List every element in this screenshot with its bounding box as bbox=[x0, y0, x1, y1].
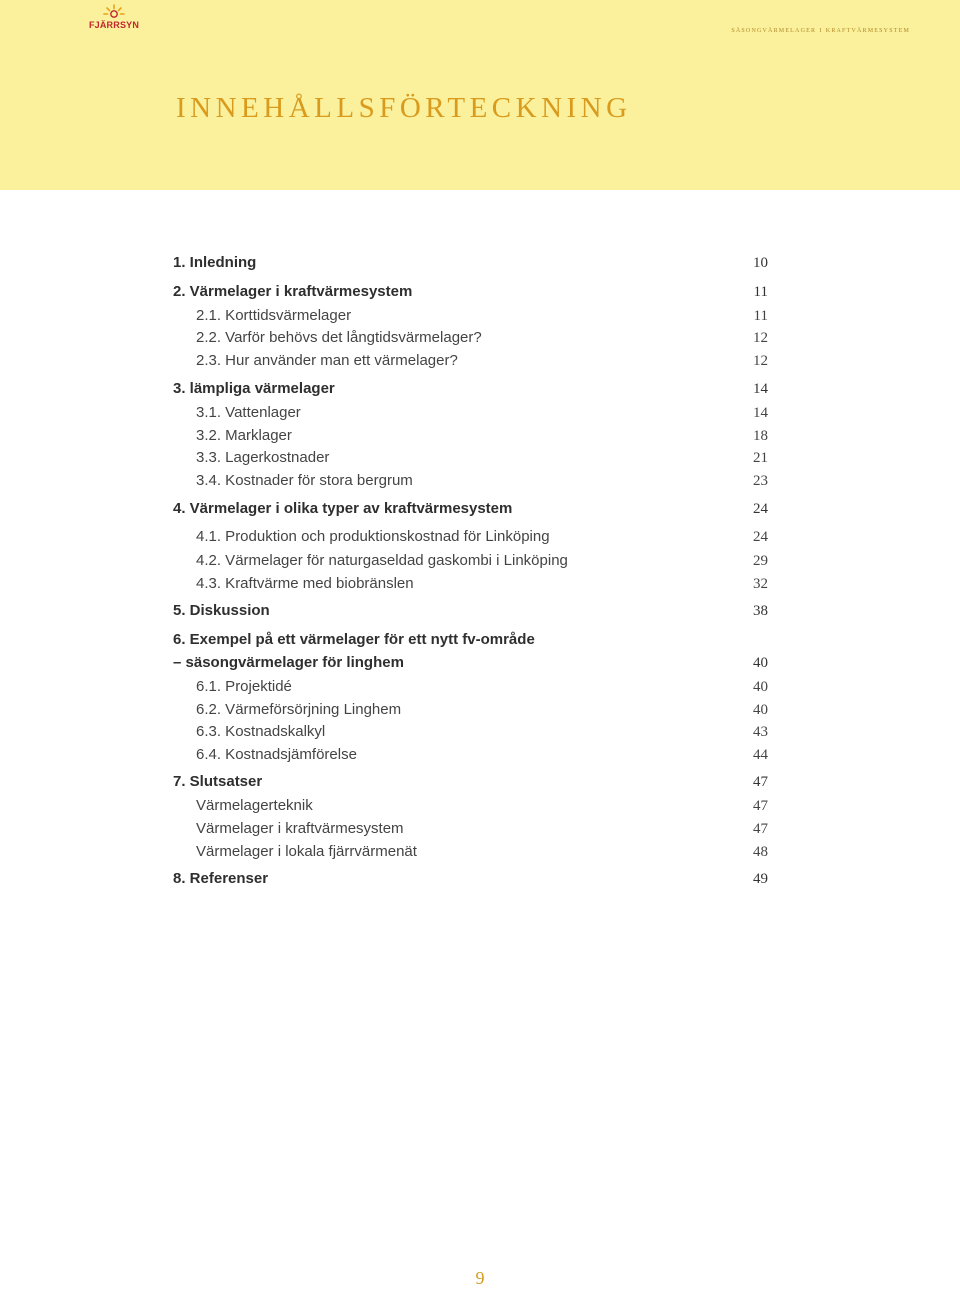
toc-entry[interactable] bbox=[0, 842, 960, 864]
toc-entry[interactable] bbox=[0, 471, 960, 493]
toc-entry[interactable] bbox=[0, 630, 960, 652]
toc-entry-label: Värmelager i lokala fjärrvärmenät bbox=[196, 843, 417, 860]
toc-entry-label: 1. Inledning bbox=[173, 254, 257, 271]
toc-entry-label: 3.3. Lagerkostnader bbox=[196, 449, 330, 466]
running-head: säsongvärmelager i kraftvärmesystem bbox=[731, 25, 910, 34]
toc-entry-label: 3.2. Marklager bbox=[196, 427, 292, 444]
toc-entry[interactable] bbox=[0, 819, 960, 841]
toc-entry-page: 49 bbox=[753, 871, 768, 887]
page-title: INNEHÅLLSFÖRTECKNING bbox=[176, 92, 632, 124]
toc-entry-label: 2.2. Varför behövs det långtidsvärmelager? bbox=[196, 329, 482, 346]
toc-entry[interactable] bbox=[0, 601, 960, 623]
toc-entry-page: 14 bbox=[753, 381, 768, 397]
toc-entry[interactable] bbox=[0, 653, 960, 675]
toc-entry-label: 6. Exempel på ett värmelager för ett nytt fv-område bbox=[173, 631, 535, 648]
toc-entry[interactable] bbox=[0, 282, 960, 304]
toc-entry-label: 8. Referenser bbox=[173, 870, 269, 887]
toc-entry[interactable] bbox=[0, 527, 960, 549]
toc-entry-page: 29 bbox=[753, 553, 768, 569]
toc-entry-label: 6.4. Kostnadsjämförelse bbox=[196, 746, 357, 763]
toc-entry-page: 12 bbox=[753, 330, 768, 346]
toc-entry[interactable] bbox=[0, 499, 960, 521]
toc-entry-page: 23 bbox=[753, 473, 768, 489]
toc-entry-page: 47 bbox=[753, 798, 768, 814]
toc-entry-page: 38 bbox=[753, 603, 768, 619]
toc-entry-label: 6.1. Projektidé bbox=[196, 678, 292, 695]
toc-entry-page: 47 bbox=[753, 774, 768, 790]
toc-entry-page: 11 bbox=[753, 284, 768, 300]
toc-entry-label: – säsongvärmelager för linghem bbox=[173, 654, 404, 671]
toc-entry[interactable] bbox=[0, 253, 960, 275]
toc-entry-label: 4.1. Produktion och produktionskostnad för Linköping bbox=[196, 528, 550, 545]
toc-entry-page: 48 bbox=[753, 844, 768, 860]
toc-entry-page: 40 bbox=[753, 655, 768, 671]
toc-entry-label: 7. Slutsatser bbox=[173, 773, 263, 790]
toc-entry[interactable] bbox=[0, 328, 960, 350]
toc-entry-page: 47 bbox=[753, 821, 768, 837]
toc-entry-label: 2.3. Hur använder man ett värmelager? bbox=[196, 352, 458, 369]
toc-entry-page: 14 bbox=[753, 405, 768, 421]
toc-entry-label: 4.2. Värmelager för naturgaseldad gaskombi i Linköping bbox=[196, 552, 568, 569]
toc-entry[interactable] bbox=[0, 351, 960, 373]
toc-entry[interactable] bbox=[0, 448, 960, 470]
toc-entry[interactable] bbox=[0, 426, 960, 448]
toc-entry-label: Värmelager i kraftvärmesystem bbox=[196, 820, 404, 837]
toc-entry-page: 24 bbox=[753, 501, 768, 517]
toc-entry[interactable] bbox=[0, 772, 960, 794]
toc-entry[interactable] bbox=[0, 700, 960, 722]
toc-entry[interactable] bbox=[0, 677, 960, 699]
toc-entry-page: 40 bbox=[753, 679, 768, 695]
toc-entry-label: 3.4. Kostnader för stora bergrum bbox=[196, 472, 413, 489]
toc-entry-label: 4. Värmelager i olika typer av kraftvärmesystem bbox=[173, 500, 513, 517]
toc-entry-page: 12 bbox=[753, 353, 768, 369]
toc-entry[interactable] bbox=[0, 722, 960, 744]
toc-entry-label: 2.1. Korttidsvärmelager bbox=[196, 307, 352, 324]
toc-entry-label: 6.2. Värmeförsörjning Linghem bbox=[196, 701, 402, 718]
toc-entry-label: 3.1. Vattenlager bbox=[196, 404, 301, 421]
toc-entry[interactable] bbox=[0, 551, 960, 573]
toc-entry-label: 4.3. Kraftvärme med biobränslen bbox=[196, 575, 414, 592]
logo-text: FJÄRRSYN bbox=[88, 20, 140, 30]
toc-entry-label: 2. Värmelager i kraftvärmesystem bbox=[173, 283, 413, 300]
toc-entry-page: 40 bbox=[753, 702, 768, 718]
toc-entry[interactable] bbox=[0, 869, 960, 891]
toc-entry-label: 6.3. Kostnadskalkyl bbox=[196, 723, 326, 740]
toc-entry-label: 5. Diskussion bbox=[173, 602, 270, 619]
toc-entry-page: 18 bbox=[753, 428, 768, 444]
toc-entry[interactable] bbox=[0, 379, 960, 401]
toc-entry[interactable] bbox=[0, 574, 960, 596]
toc-entry-page: 24 bbox=[753, 529, 768, 545]
toc-entry[interactable] bbox=[0, 403, 960, 425]
toc-entry-page: 43 bbox=[753, 724, 768, 740]
toc-entry-label: Värmelagerteknik bbox=[196, 797, 313, 814]
toc-entry-page: 32 bbox=[753, 576, 768, 592]
toc-entry-page: 44 bbox=[753, 747, 768, 763]
toc-entry-page: 10 bbox=[753, 255, 768, 271]
toc-entry[interactable] bbox=[0, 306, 960, 328]
page-number: 9 bbox=[475, 1268, 485, 1288]
toc-entry[interactable] bbox=[0, 745, 960, 767]
toc-entry-page: 21 bbox=[753, 450, 768, 466]
toc-entry[interactable] bbox=[0, 796, 960, 818]
toc-entry-page: 11 bbox=[753, 308, 768, 324]
toc-entry-label: 3. lämpliga värmelager bbox=[173, 380, 335, 397]
